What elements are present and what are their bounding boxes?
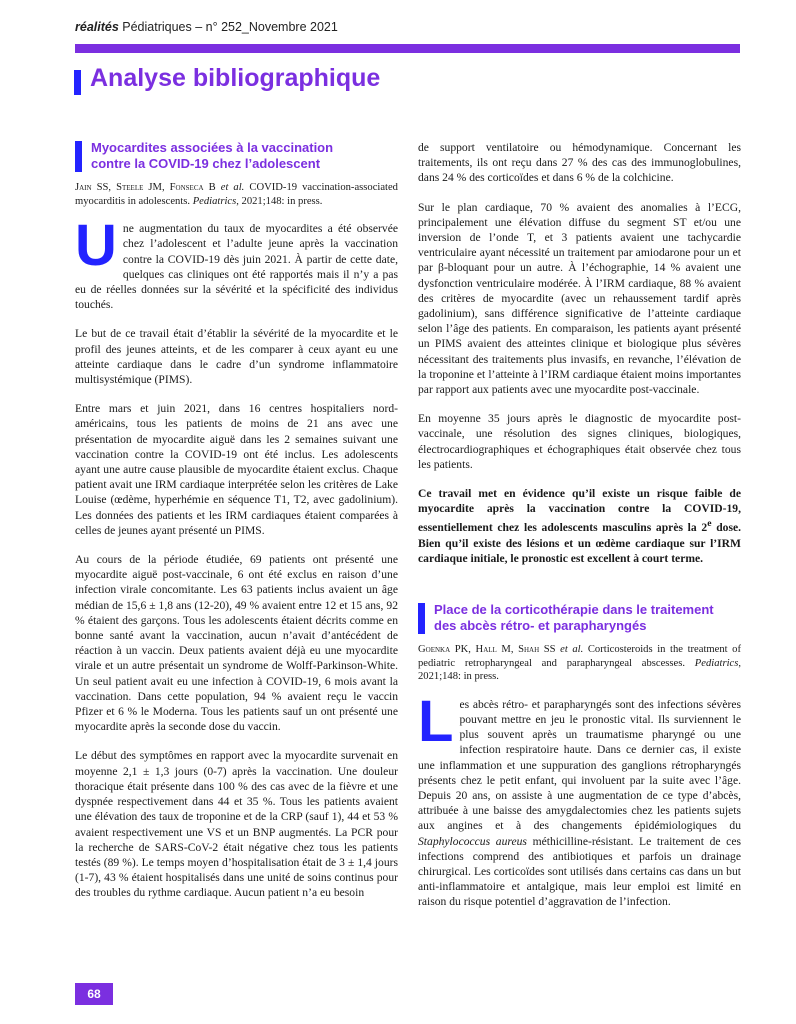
article1-paragraph-2: Le but de ce travail était d’établir la sévérité de la myocardite et le profil des jeunes atteints, et de les comparer à ceux ayant eu une atteinte cardiaque dans le cadre d’un syndrome inflammatoire multisystémique (PIMS).	[75, 327, 398, 387]
article1-marker	[75, 141, 82, 172]
article1-ref-end: , 2021;148: in press.	[236, 195, 323, 207]
article2-title	[434, 602, 741, 634]
journal-issue: Pédiatriques – n° 252_Novembre 2021	[118, 20, 338, 34]
article2-species: Staphylococcus aureus	[418, 834, 527, 848]
page-number: 68	[75, 983, 113, 1005]
conclusion-superscript: e	[707, 518, 712, 530]
section-marker	[74, 70, 81, 95]
article1-etal: et al.	[215, 182, 245, 193]
conclusion-part-2: dose. Bien qu’il existe des lésions et un œdème cardiaque sur l’IRM cardiaque initiale, le pronostic est excellent à court terme.	[418, 521, 741, 565]
article1-title	[91, 140, 398, 172]
article1-p1-text: ne augmentation du taux de myocardites a été observée chez l’adolescent et l’adulte jeune après la vaccination contre la COVID-19 dès juin 2021. À partir de cette date, quelques cas cliniques ont été rapportés mais il n’y a pas eu de réelles données sur la sévérité et la spécificité des individus touchés.	[75, 222, 398, 312]
article1-paragraph-1	[75, 213, 398, 312]
article1-paragraph-5: Le début des symptômes en rapport avec la myocardite survenait en moyenne 2,1 ± 1,3 jours (0-7) après la vaccination. Une douleur thoracique était présente dans 100 % des cas avec de la fièvre et une dyspnée respectivement dans 44 et 35 %. Tous les patients avaient une élévation des taux de troponine et de la CRP (sauf 1), 44 et 53 % avaient respectivement une VS et un BNP augmentés. La PCR pour la recherche de SARS-CoV-2 était négative chez tous les patients testés (89 %). Le temps moyen d’hospitalisation était de 3 ± 1,4 jours (1-7), 43 % étaient hospitalisés dans une unité de soins continus pour des troubles du rythme cardiaque. Aucun patient n’a eu besoin	[75, 749, 398, 900]
journal-name: réalités	[75, 20, 119, 34]
article1-paragraph-3: Entre mars et juin 2021, dans 16 centres hospitaliers nord-américains, tous les patients de moins de 21 ans avec une présentation de myocardite aiguë dans les 2 semaines suivant une vaccination contre la COVID-19 ont été inclus. Les adolescents ayant une autre cause plausible de myocardite étaient exclus. Chaque patient avait une IRM cardiaque interprétée selon les critères de Lake Louise (œdème, hyperhémie en séquence T1, T2, avec gadolinium). Les données des patients et les IRM cardiaques étaient comparées à celles de jeunes ayant présenté un PIMS.	[75, 402, 398, 537]
article2-title-line2: des abcès rétro- et parapharyngés	[434, 617, 647, 633]
article2-title-line1: Place de la corticothérapie dans le traitement	[434, 601, 714, 617]
article-spacer	[418, 580, 741, 602]
article1-paragraph-8: En moyenne 35 jours après le diagnostic de myocardite post-vaccinale, une résolution des signes cliniques, biologiques, électrocardiographiques et échographiques était observée chez tous les patients.	[418, 412, 741, 471]
journal-header	[75, 20, 338, 34]
article1-paragraph-6: de support ventilatoire ou hémodynamique. Concernant les traitements, ils ont reçu dans 27 % des cas des immunoglobulines, dans 24 % des corticoïdes et dans 6 % de la colchicine.	[418, 141, 741, 185]
article1-title-line1: Myocardites associées à la vaccination	[91, 140, 334, 155]
drop-cap: U	[75, 213, 117, 279]
article1-heading	[75, 140, 398, 172]
article1-authors: Jain SS, Steele JM, Fonseca B	[75, 182, 216, 193]
article2-ref-end: , 2021;148: in press.	[418, 657, 741, 683]
article2-marker	[418, 603, 425, 634]
article1-reference	[75, 181, 398, 208]
article1-conclusion	[418, 486, 741, 566]
section-title: Analyse bibliographique	[90, 64, 381, 92]
article1-journal: Pediatrics	[192, 195, 237, 207]
article2-p1-text-a: es abcès rétro- et parapharyngés sont des infections sévères pouvant mettre en jeu le pronostic vital. Ils surviennent le plus souvent après un traumatisme pharyngé ou une infection respiratoire haute. Dans ce dernier cas, il existe une inflammation et une suppuration des ganglions rétropharyngés présents chez le petit enfant, qui involuent par la suite avec l’âge. Depuis 20 ans, on assiste à une augmentation de ce type d’abcès, attribuée à une baisse des amygdalectomies chez les patients sujets aux angines et à des changements épidémiologiques du	[418, 697, 741, 833]
article2-p1-text-b: méthicilline-résistant. Le traitement de ces infections comprend des antibiotiques et parfois un drainage chirurgical. Les corticoïdes sont utilisés dans certains cas dans un but anti-inflammatoire et antalgique, mais leur emploi est limité en raison du risque potentiel d’aggravation de l’infection.	[418, 834, 741, 909]
article2-heading	[418, 602, 741, 634]
article1-ref-text: COVID-19 vaccination-associated myocarditis in adolescents.	[75, 182, 398, 207]
article1-paragraph-4: Au cours de la période étudiée, 69 patients ont présenté une myocardite aiguë post-vaccinale, 6 ont été exclus en raison d’une infection virale concomitante. Les 63 patients inclus avaient un âge médian de 15,6 ± 1,8 ans (12-20), 49 % avaient entre 12 et 15 ans, 92 % étaient des garçons. Tous les adolescents étaient décrits comme en bonne santé avant la vaccination, aucun n’avait d’antécédent de réaction à un vaccin. Deux patients avaient déjà eu une myocardite virale et un autre présentait un syndrome de Wolff-Parkinson-White. Un seul patient avait eu une infection à COVID-19, 6 mois avant la vaccination. Dans cette population, 94 % avaient reçu le vaccin Pfizer et 6 % le Moderna. Tous les patients sauf un ont présenté une myocardite après la seconde dose du vaccin.	[75, 553, 398, 734]
right-column	[418, 140, 741, 924]
conclusion-part-1: Ce travail met en évidence qu’il existe un risque faible de myocardite après la vaccination contre la COVID-19, essentiellement chez les adolescents masculins après la 2	[418, 487, 741, 535]
article1-paragraph-7: Sur le plan cardiaque, 70 % avaient des anomalies à l’ECG, principalement une élévation diffuse du segment ST et/ou une inversion de l’onde T, et 3 patients avaient une tachycardie ventriculaire ayant nécessité un traitement par amiodarone pour un et par β-bloquant pour un autre. À l’échographie, 14 % avaient une dysfonction ventriculaire modérée. À l’IRM cardiaque, 88 % avaient des critères de myocardite (avec un rehaussement tardif après gadolinium), sans différence significative de l’atteinte cardiaque selon l’âge des patients. En comparaison, les patients ayant présenté un PIMS avaient des atteintes clinique et biologique plus sévères nécessitant des traitements plus invasifs, en revanche, l’élévation de la troponine et l’atteinte à l’IRM cardiaque étaient moins importantes par rapport aux patients avec une myocardite post-vaccinale.	[418, 200, 741, 397]
drop-cap: L	[418, 688, 454, 754]
article2-paragraph-1	[418, 688, 741, 910]
article2-ref-text: Corticosteroids in the treatment of pediatric retropharyngeal and parapharyngeal abscesses.	[418, 643, 742, 669]
article2-authors: Goenka PK, Hall M, Shah SS	[418, 643, 556, 655]
header-rule	[75, 44, 740, 53]
article1-title-line2: contre la COVID-19 chez l’adolescent	[91, 156, 321, 171]
left-column	[75, 140, 398, 915]
article2-journal: Pediatrics	[694, 657, 739, 669]
article2-etal: et al.	[555, 643, 584, 655]
article2-reference	[418, 643, 741, 684]
